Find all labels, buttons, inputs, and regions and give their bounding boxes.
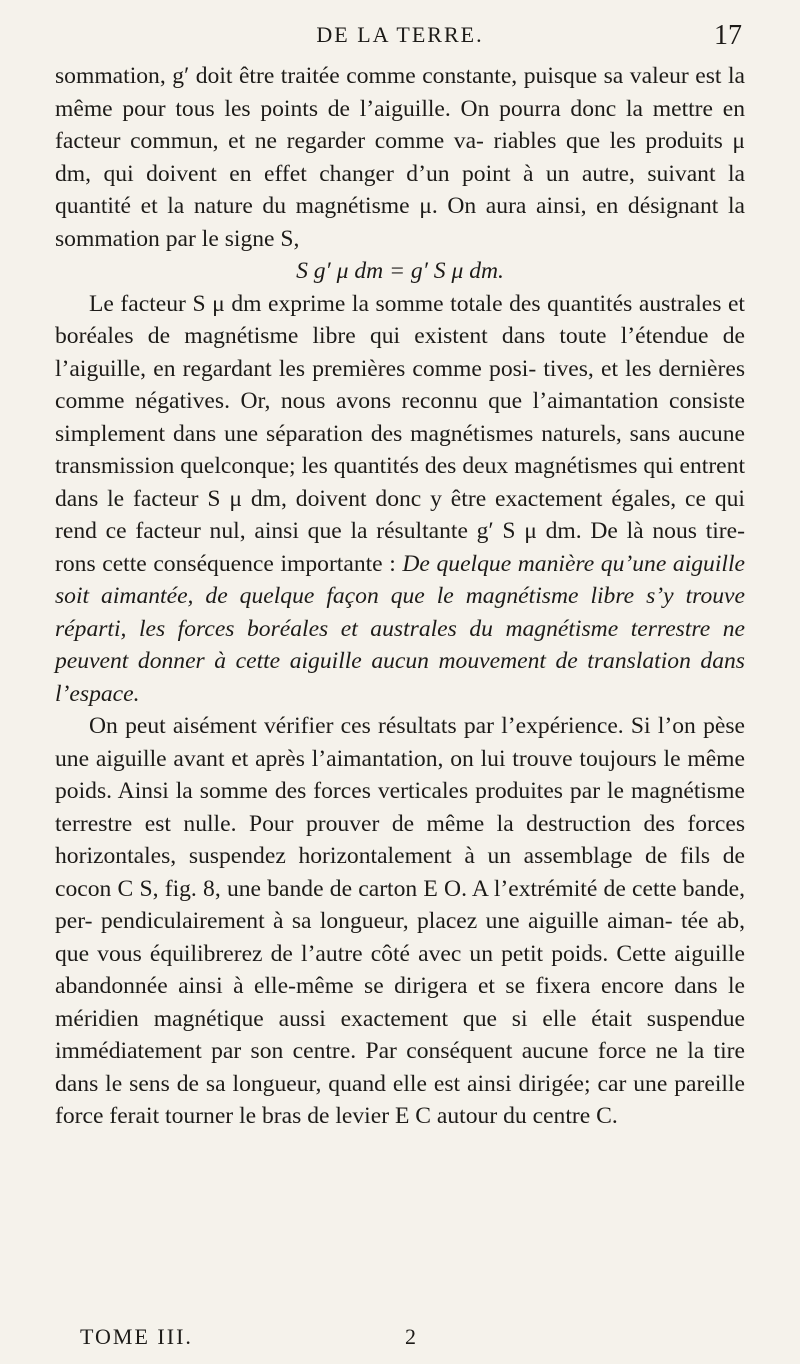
- formula: S g′ μ dm = g′ S μ dm.: [296, 258, 504, 284]
- text-line: et se fixera encore dans le méridien magnétique aussi exactement: [55, 973, 746, 1032]
- text-line: facteur nul, ainsi que la résultante g′ S μ dm. De là nous tire-: [135, 518, 745, 544]
- text-line: horizontalement à un assemblage de fils de cocon C S, fig. 8,: [55, 843, 745, 902]
- signature-mark: 2: [405, 1324, 416, 1349]
- page-number: 17: [714, 20, 742, 51]
- text-line: donc la mettre en facteur commun, et ne regarder comme va-: [55, 95, 746, 154]
- text-line: libre s’y trouve réparti, les forces boréales et australes du: [55, 583, 745, 642]
- text-line: magnétisme terrestre ne peuvent donner à cette aiguille aucun: [55, 615, 745, 674]
- text-line: que l’aimantation consiste simplement dans une séparation des: [55, 388, 745, 447]
- text-line: pendiculairement à sa longueur, placez une aiguille aiman-: [100, 908, 681, 934]
- text-line: point à un autre, suivant la quantité et la nature du magnétisme: [55, 160, 745, 219]
- body-text: [55, 60, 745, 1133]
- text-line: australes et boréales de magnétisme libre qui existent dans toute: [55, 290, 745, 349]
- paragraph-experience: [55, 710, 745, 1133]
- text-line: magnétismes naturels, sans aucune transmission quelconque;: [55, 420, 745, 479]
- text-line: valeur est la même pour tous les points de l’aiguille. On pourra: [55, 63, 746, 122]
- text-line: de même la destruction des forces horizontales, suspendez: [55, 810, 746, 869]
- text-line: μ. On aura ainsi, en désignant la sommation par le signe S,: [55, 193, 745, 252]
- text-line: De quelque manière qu’une: [402, 550, 673, 577]
- text-line: toujours le même poids. Ainsi la somme des forces verticales: [55, 745, 746, 804]
- text-line: sommation, g′ doit être traitée comme constante, puisque sa: [55, 63, 630, 89]
- text-line: poids. Cette aiguille abandonnée ainsi à elle-même se dirigera: [55, 940, 745, 999]
- text-line: que si elle était suspendue immédiatement par son centre. Par: [55, 1005, 746, 1064]
- text-line: tives, et les dernières comme négatives. Or, nous avons reconnu: [55, 355, 745, 414]
- text-line: conséquent aucune force ne la tire dans le sens de sa longueur,: [55, 1038, 745, 1097]
- text-line: l’étendue de l’aiguille, en regardant les premières comme posi-: [55, 323, 745, 382]
- running-head: [0, 22, 800, 62]
- text-line: produites par le magnétisme terrestre est nulle. Pour prouver: [55, 778, 745, 837]
- text-line: tée ab, que vous équilibrerez de l’autre côté avec un petit: [55, 908, 745, 967]
- running-title: DE LA TERRE.: [316, 22, 484, 47]
- text-line: mouvement de translation dans l’espace.: [55, 648, 745, 707]
- text-line: quand elle est ainsi dirigée; car une pareille force ferait tourner: [55, 1070, 745, 1129]
- text-line: riables que les produits μ dm, qui doivent en effet changer d’un: [55, 128, 745, 187]
- paragraph-facteur: [55, 288, 745, 711]
- paragraph-continuation: [55, 60, 745, 255]
- text-line: le bras de levier E C autour du centre C.: [239, 1103, 618, 1129]
- text-line: l’on pèse une aiguille avant et après l’aimantation, on lui trouve: [55, 713, 746, 772]
- text-line: S μ dm, doivent donc y être exactement égales, ce qui rend ce: [55, 485, 745, 544]
- text-line: On peut aisément vérifier ces résultats par l’expérience. Si: [89, 713, 658, 739]
- text-line: les quantités des deux magnétismes qui entrent dans le facteur: [55, 453, 746, 512]
- page-footer: [80, 1324, 720, 1354]
- text-line: rons cette conséquence importante :: [55, 550, 403, 577]
- text-line: aiguille soit aimantée, de quelque façon que le magnétisme: [55, 550, 745, 609]
- text-line: une bande de carton E O. A l’extrémité de cette bande, per-: [55, 875, 745, 934]
- volume-label: TOME III.: [80, 1324, 193, 1349]
- text-line: Le facteur S μ dm exprime la somme totale des quantités: [89, 290, 639, 317]
